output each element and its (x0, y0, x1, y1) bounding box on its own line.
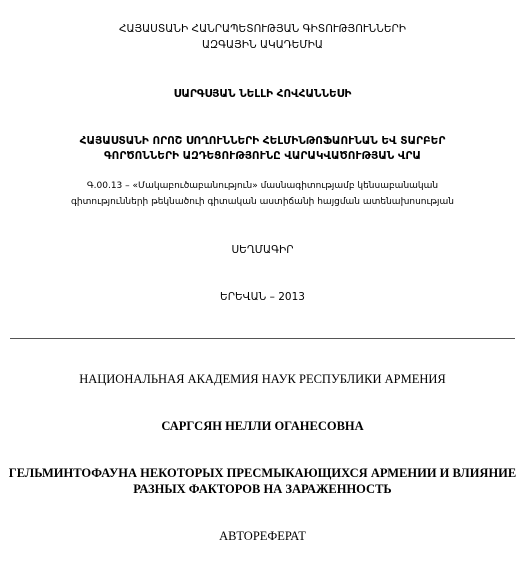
ru-title-line2: РАЗНЫХ ФАКТОРОВ НА ЗАРАЖЕННОСТЬ (133, 482, 392, 496)
arm-specialty-line2: գիտությունների թեկնածուի գիտական աստիճանի հայցման ատենախոսության (71, 197, 454, 207)
arm-institution-line1: ՀԱՅԱՍՏԱՆԻ ՀԱՆՐԱՊԵՏՈՒԹՅԱՆ ԳԻՏՈՒԹՅՈՒՆՆԵՐԻ (118, 23, 407, 35)
arm-title-line2: ԳՈՐԾՈՆՆԵՐԻ ԱԶԴԵՑՈՒԹՅՈՒՆԸ ՎԱՐԱԿՎԱԾՈՒԹՅԱՆ ՎՐԱ (104, 150, 421, 162)
arm-document-type: ՍԵՂՄԱԳԻՐ (231, 244, 294, 256)
ru-document-type: АВТОРЕФЕРАТ (219, 529, 306, 543)
section-divider (10, 338, 515, 339)
arm-author-name: ՍԱՐԳՍՅԱՆ ՆԵԼԼԻ ՀՈՎՀԱՆՆԵՍԻ (173, 88, 352, 100)
arm-specialty-line1: Գ.00.13 – «Մակաբուծաբանություն» մասնագիտությամբ կենսաբանական (86, 181, 439, 191)
arm-title-line1: ՀԱՅԱՍՏԱՆԻ ՈՐՈՇ ՍՈՂՈՒՆՆԵՐԻ ՀԵԼՄԻՆԹՈՖԱՈՒՆԱՆ ԵՎ ՏԱՐԲԵՐ (79, 135, 446, 147)
arm-city-year: ԵՐԵՎԱՆ – 2013 (220, 291, 305, 303)
arm-institution-line2: ԱԶԳԱՅԻՆ ԱԿԱԴԵՄԻԱ (202, 39, 323, 51)
ru-institution: НАЦИОНАЛЬНАЯ АКАДЕМИЯ НАУК РЕСПУБЛИКИ АРМЕНИЯ (79, 372, 446, 386)
ru-title-line1: ГЕЛЬМИНТОФАУНА НЕКОТОРЫХ ПРЕСМЫКАЮЩИХСЯ АРМЕНИИ И ВЛИЯНИЕ (8, 466, 517, 480)
ru-author-name: САРГСЯН НЕЛЛИ ОГАНЕСОВНА (161, 419, 364, 433)
